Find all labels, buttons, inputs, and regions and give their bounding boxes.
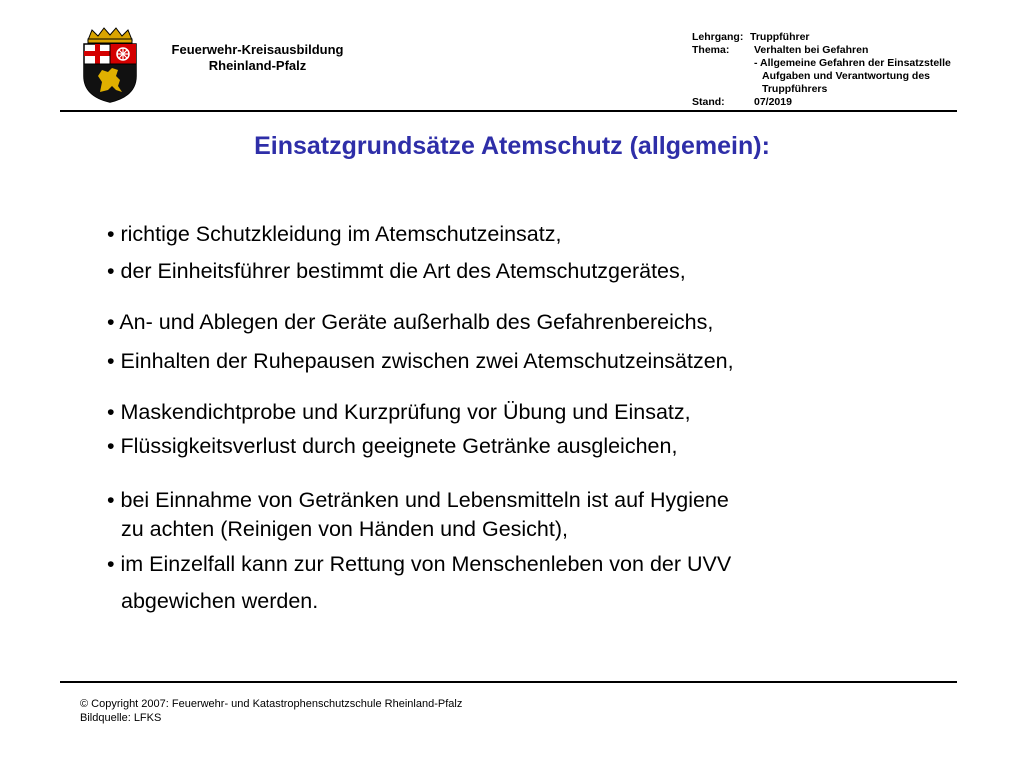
- status-value: 07/2019: [754, 96, 792, 108]
- topic-line-2: - Allgemeine Gefahren der Einsatzstelle: [754, 57, 951, 69]
- course-value: Truppführer: [750, 31, 810, 43]
- bullet-item: • bei Einnahme von Getränken und Lebensmitteln ist auf Hygiene: [107, 488, 729, 512]
- topic-value: Verhalten bei Gefahren: [754, 44, 869, 56]
- copyright-text: © Copyright 2007: Feuerwehr- und Katastrophenschutzschule Rheinland-Pfalz: [80, 698, 463, 710]
- footer-divider: [60, 681, 957, 683]
- topic-line-4: Truppführers: [762, 83, 828, 95]
- bullet-continuation: abgewichen werden.: [121, 589, 319, 613]
- bullet-item: • im Einzelfall kann zur Rettung von Menschenleben von der UVV: [107, 552, 732, 576]
- organization-line-1: Feuerwehr-Kreisausbildung: [171, 42, 344, 57]
- bullet-item: • Flüssigkeitsverlust durch geeignete Getränke ausgleichen,: [107, 434, 678, 458]
- coat-of-arms-icon: [78, 26, 142, 104]
- footer: [80, 697, 462, 725]
- bullet-item: • Einhalten der Ruhepausen zwischen zwei Atemschutzeinsätzen,: [107, 349, 734, 373]
- bullet-item: • richtige Schutzkleidung im Atemschutzeinsatz,: [107, 222, 562, 246]
- image-source-text: Bildquelle: LFKS: [80, 712, 162, 724]
- slide-title: Einsatzgrundsätze Atemschutz (allgemein):: [254, 132, 770, 160]
- topic-line-3: Aufgaben und Verantwortung des: [762, 70, 931, 82]
- bullet-continuation: zu achten (Reinigen von Händen und Gesicht),: [121, 517, 568, 541]
- course-metadata: [692, 31, 992, 109]
- bullet-item: • der Einheitsführer bestimmt die Art des Atemschutzgerätes,: [107, 259, 686, 283]
- organization-line-2: Rheinland-Pfalz: [208, 58, 307, 73]
- topic-label: Thema:: [692, 44, 730, 56]
- bullet-item: • Maskendichtprobe und Kurzprüfung vor Übung und Einsatz,: [107, 400, 691, 424]
- bullet-item: • An- und Ablegen der Geräte außerhalb des Gefahrenbereichs,: [107, 310, 714, 334]
- status-label: Stand:: [692, 96, 725, 108]
- header-divider: [60, 110, 957, 112]
- course-label: Lehrgang:: [692, 31, 744, 43]
- organization-name: [150, 42, 365, 74]
